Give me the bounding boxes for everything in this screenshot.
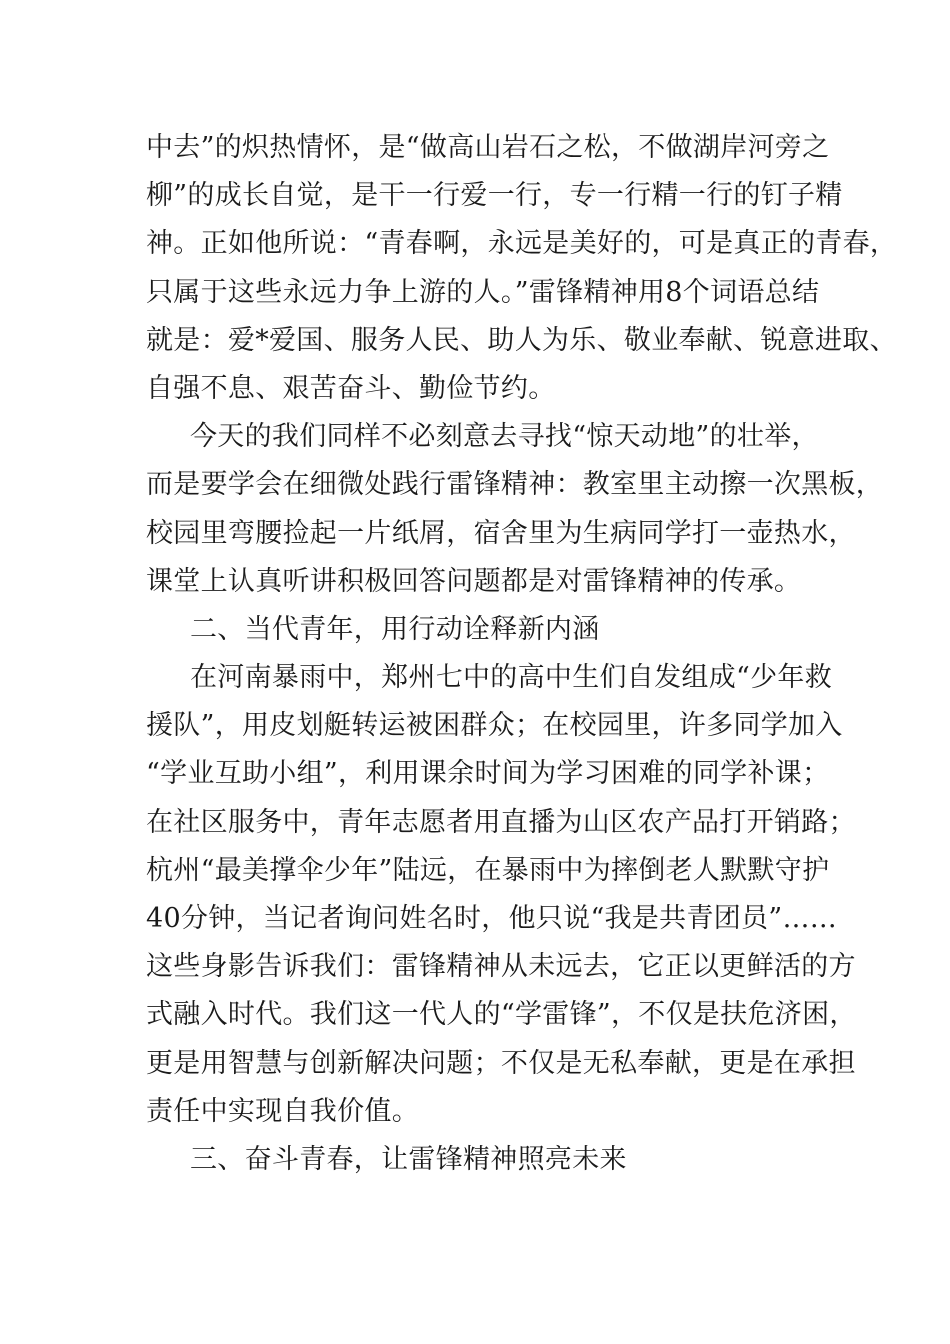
text-line: 40分钟，当记者询问姓名时，他只说“我是共青团员”…… — [146, 903, 838, 934]
text-line: 援队”，用皮划艇转运被困群众；在校园里，许多同学加入 — [146, 710, 843, 742]
text-line: 柳”的成长自觉，是干一行爱一行，专一行精一行的钉子精 — [146, 180, 843, 212]
text-line: 神。正如他所说：“青春啊，永远是美好的，可是真正的青春， — [146, 228, 898, 260]
text-line: “学业互助小组”，利用课余时间为学习困难的同学补课； — [146, 758, 830, 790]
text-line: 而是要学会在细微处践行雷锋精神：教室里主动擦一次黑板， — [146, 469, 884, 501]
text-line: 杭州“最美撑伞少年”陆远，在暴雨中为摔倒老人默默守护 — [146, 854, 830, 886]
section-heading-3: 三、奋斗青春，让雷锋精神照亮未来 — [190, 1143, 627, 1175]
text-line: 在河南暴雨中，郑州七中的高中生们自发组成“少年救 — [190, 662, 833, 694]
text-line: 在社区服务中，青年志愿者用直播为山区农产品打开销路； — [146, 806, 856, 838]
text-line: 责任中实现自我价值。 — [146, 1095, 419, 1127]
section-heading-2: 二、当代青年，用行动诠释新内涵 — [190, 613, 600, 645]
text-line: 校园里弯腰捡起一片纸屑，宿舍里为生病同学打一壶热水， — [146, 517, 856, 549]
text-line: 式融入时代。我们这一代人的“学雷锋”，不仅是扶危济困， — [146, 999, 857, 1031]
text-line: 自强不息、艰苦奋斗、勤俭节约。 — [146, 372, 556, 404]
text-line: 中去”的炽热情怀，是“做高山岩石之松，不做湖岸河旁之 — [146, 132, 830, 163]
text-line: 今天的我们同样不必刻意去寻找“惊天动地”的壮举， — [190, 421, 819, 453]
paragraph-3 — [146, 654, 857, 1136]
text-line: 只属于这些永远力争上游的人。”雷锋精神用8个词语总结 — [146, 276, 820, 308]
paragraph-2 — [146, 413, 884, 606]
text-line: 就是：爱*爱国、服务人民、助人为乐、敬业奉献、锐意进取、 — [146, 324, 897, 356]
text-line: 这些身影告诉我们：雷锋精神从未远去，它正以更鲜活的方 — [146, 951, 856, 983]
document-body — [146, 124, 898, 1184]
text-line: 课堂上认真听讲积极回答问题都是对雷锋精神的传承。 — [146, 565, 802, 597]
paragraph-1 — [146, 124, 898, 413]
text-line: 更是用智慧与创新解决问题；不仅是无私奉献，更是在承担 — [146, 1047, 856, 1079]
